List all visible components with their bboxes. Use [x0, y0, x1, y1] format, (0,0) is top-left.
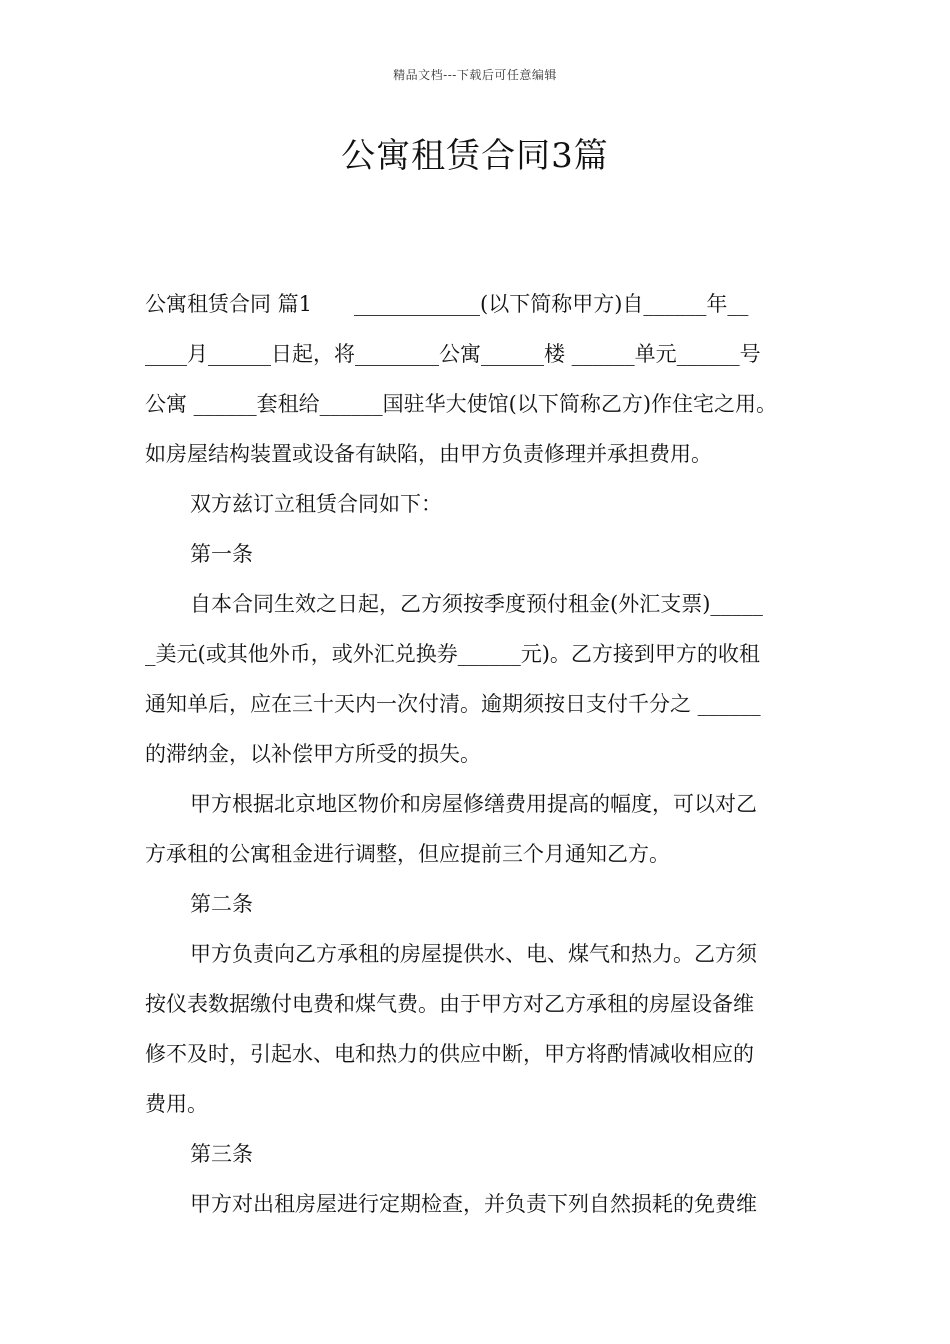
body-line: 通知单后，应在三十天内一次付清。逾期须按日支付千分之 ______ — [145, 692, 761, 716]
body-line: 的滞纳金，以补偿甲方所受的损失。 — [145, 742, 481, 766]
document-title: 公寓租赁合同3篇 — [341, 136, 609, 176]
body-line: 修不及时，引起水、电和热力的供应中断，甲方将酌情减收相应的 — [145, 1042, 754, 1066]
article-heading: 第三条 — [190, 1142, 253, 1166]
body-line: ____月______日起，将________公寓______楼 ______单元______号 — [145, 342, 761, 366]
article-heading: 第一条 — [190, 542, 253, 566]
body-line: 甲方负责向乙方承租的房屋提供水、电、煤气和热力。乙方须 — [190, 942, 757, 966]
contract-body — [145, 279, 815, 1229]
body-line: 公寓 ______套租给______国驻华大使馆(以下简称乙方)作住宅之用。 — [145, 392, 778, 416]
body-line: 双方兹订立租赁合同如下： — [190, 492, 442, 516]
header-note: 精品文档---下载后可任意编辑 — [393, 68, 557, 82]
body-line: 甲方根据北京地区物价和房屋修缮费用提高的幅度，可以对乙 — [190, 792, 757, 816]
body-line: 公寓租赁合同 篇1 ____________(以下简称甲方)自______年__ — [145, 292, 749, 316]
body-line: 如房屋结构装置或设备有缺陷，由甲方负责修理并承担费用。 — [145, 442, 712, 466]
body-line: _美元(或其他外币，或外汇兑换券______元)。乙方接到甲方的收租 — [145, 642, 760, 666]
article-heading: 第二条 — [190, 892, 253, 916]
body-line: 按仪表数据缴付电费和煤气费。由于甲方对乙方承租的房屋设备维 — [145, 992, 754, 1016]
body-line: 费用。 — [145, 1092, 208, 1116]
body-line: 方承租的公寓租金进行调整，但应提前三个月通知乙方。 — [145, 842, 670, 866]
body-line: 自本合同生效之日起，乙方须按季度预付租金(外汇支票)_____ — [190, 592, 763, 616]
body-line: 甲方对出租房屋进行定期检查，并负责下列自然损耗的免费维 — [190, 1192, 757, 1216]
